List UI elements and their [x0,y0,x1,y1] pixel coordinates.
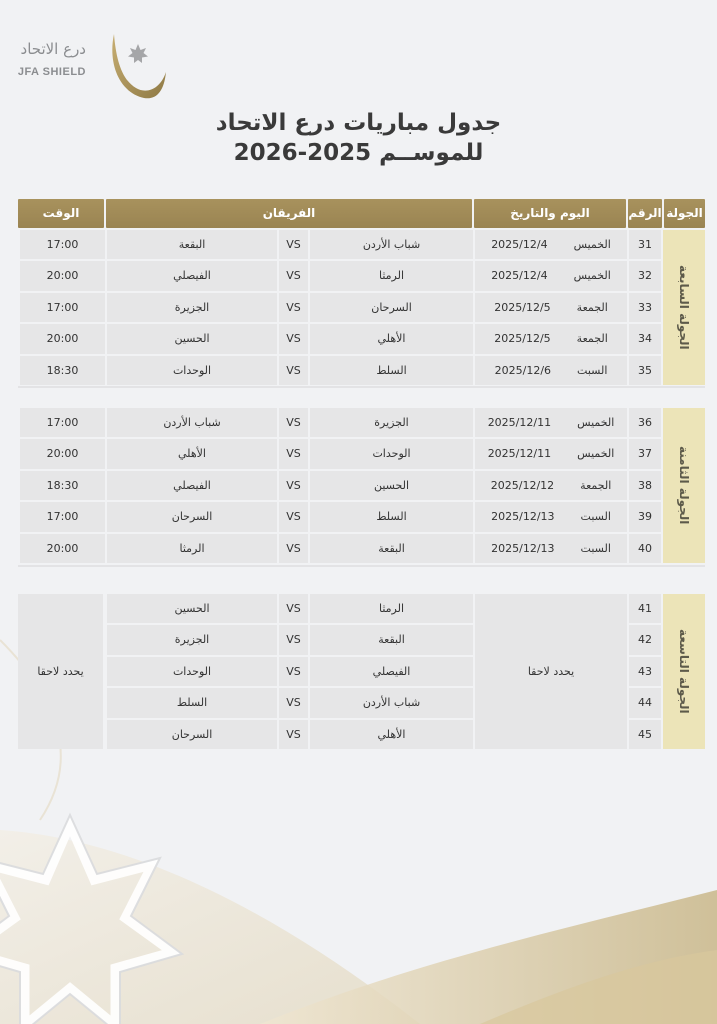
match-time: 18:30 [20,356,105,385]
match-time: 20:00 [20,534,105,563]
away-team: الفيصلي [107,261,277,290]
home-team: الأهلي [310,324,473,353]
match-day-date [475,502,627,531]
header-number: الرقم [628,199,662,228]
match-date: 2025/12/5 [494,332,551,346]
match-number: 35 [629,356,661,385]
match-day-date [475,293,627,322]
vs-label: VS [279,261,308,290]
vs-label: VS [279,534,308,563]
home-team: الوحدات [310,439,473,468]
vs-label: VS [279,293,308,322]
away-team: البقعة [107,230,277,259]
round-label-cell [663,408,705,563]
title-line-2: للموســم 2025-2026 [233,140,484,166]
round-group-8 [18,408,705,565]
home-team: الأهلي [310,720,473,749]
home-team: الرمثا [310,261,473,290]
match-time: 17:00 [20,230,105,259]
match-date: 2025/12/12 [490,478,555,492]
home-team: شباب الأردن [310,688,473,717]
home-team: شباب الأردن [310,230,473,259]
match-rows [18,408,661,565]
table-row [18,324,661,355]
table-row [18,502,661,533]
logo-arabic-text: درع الاتحاد [20,40,86,58]
vs-label: VS [279,720,308,749]
match-day-date [475,356,627,385]
match-day-date [475,471,627,500]
round-label: الجولة التاسعة [677,629,691,714]
match-date: 2025/12/4 [491,269,548,283]
match-time: 20:00 [20,324,105,353]
round-group-7 [18,230,705,387]
match-time: 20:00 [20,261,105,290]
time-to-be-determined: يحدد لاحقا [18,594,103,749]
vs-label: VS [279,230,308,259]
table-row [18,293,661,324]
home-team: الرمثا [310,594,473,623]
match-date: 2025/12/11 [487,416,552,429]
vs-label: VS [279,439,308,468]
away-team: الأهلي [107,439,277,468]
match-day: السبت [580,510,611,524]
away-team: الحسين [107,594,277,623]
match-number: 39 [629,502,661,531]
date-to-be-determined: يحدد لاحقا [475,594,627,749]
match-day: السبت [580,541,611,555]
match-day-date [475,408,627,437]
away-team: شباب الأردن [107,408,277,437]
jfa-shield-logo [18,30,178,102]
home-team: السرحان [310,293,473,322]
match-time: 17:00 [20,293,105,322]
shield-emblem-icon [106,32,168,102]
logo-english-text: JFA SHIELD [17,66,86,78]
match-number: 31 [629,230,661,259]
vs-label: VS [279,471,308,500]
match-number: 37 [629,439,661,468]
vs-label: VS [279,324,308,353]
match-time: 17:00 [20,408,105,437]
away-team: الوحدات [107,356,277,385]
title-line-1: جدول مباريات درع الاتحاد [215,110,502,136]
match-number: 33 [629,293,661,322]
vs-label: VS [279,625,308,654]
home-team: السلط [310,502,473,531]
away-team: الفيصلي [107,471,277,500]
vs-label: VS [279,408,308,437]
away-team: السلط [107,688,277,717]
match-day: الجمعة [576,300,608,314]
match-day: الخميس [577,416,615,429]
away-team: الوحدات [107,657,277,686]
match-date: 2025/12/6 [494,363,552,377]
round-label-cell [663,230,705,385]
table-row [18,408,661,439]
home-team: البقعة [310,625,473,654]
match-number: 43 [629,657,661,686]
home-team: الجزيرة [310,408,473,437]
match-day-date [475,261,627,290]
away-team: الحسين [107,324,277,353]
away-team: السرحان [107,720,277,749]
match-time: 17:00 [20,502,105,531]
match-number: 44 [629,688,661,717]
header-round: الجولة [664,199,705,228]
round-group-9 [18,594,705,751]
match-number: 34 [629,324,661,353]
match-date: 2025/12/4 [491,238,548,251]
group-divider [18,386,705,388]
fixtures-table [18,199,705,741]
match-day: الجمعة [576,332,608,346]
home-team: السلط [310,356,473,385]
match-day-date [475,439,627,468]
match-day-date [475,324,627,353]
match-day-date [475,534,627,563]
match-date: 2025/12/5 [494,300,551,314]
away-team: الرمثا [107,534,277,563]
match-number: 41 [629,594,661,623]
match-number: 42 [629,625,661,654]
vs-label: VS [279,594,308,623]
page-title [0,108,717,168]
away-team: الجزيرة [107,625,277,654]
match-number: 36 [629,408,661,437]
vs-label: VS [279,502,308,531]
round-label-cell [663,594,705,749]
header-time: الوقت [18,199,104,228]
away-team: الجزيرة [107,293,277,322]
match-time: 20:00 [20,439,105,468]
home-team: الحسين [310,471,473,500]
table-header-row [18,199,705,228]
vs-label: VS [279,688,308,717]
home-team: البقعة [310,534,473,563]
header-teams: الفريقان [106,199,472,228]
table-row [18,230,661,261]
match-rows [18,230,661,387]
home-team: الفيصلي [310,657,473,686]
match-number: 40 [629,534,661,563]
vs-label: VS [279,657,308,686]
match-day: الخميس [577,447,615,461]
match-number: 45 [629,720,661,749]
table-row [18,534,661,565]
table-row [18,471,661,502]
match-day: السبت [577,363,608,377]
match-date: 2025/12/13 [491,510,555,524]
group-divider [18,565,705,567]
round-label: الجولة الثامنة [677,446,691,525]
vs-label: VS [279,356,308,385]
match-day: الخميس [573,269,611,283]
table-row [18,356,661,387]
match-number: 32 [629,261,661,290]
match-number: 38 [629,471,661,500]
away-team: السرحان [107,502,277,531]
match-day: الجمعة [580,478,612,492]
header-day-date: اليوم والتاريخ [474,199,626,228]
round-label: الجولة السابعة [677,265,691,350]
match-time: 18:30 [20,471,105,500]
table-row [18,261,661,292]
match-date: 2025/12/13 [491,541,555,555]
match-day-date [475,230,627,259]
table-row [18,439,661,470]
match-date: 2025/12/11 [487,447,552,461]
match-day: الخميس [573,238,611,251]
